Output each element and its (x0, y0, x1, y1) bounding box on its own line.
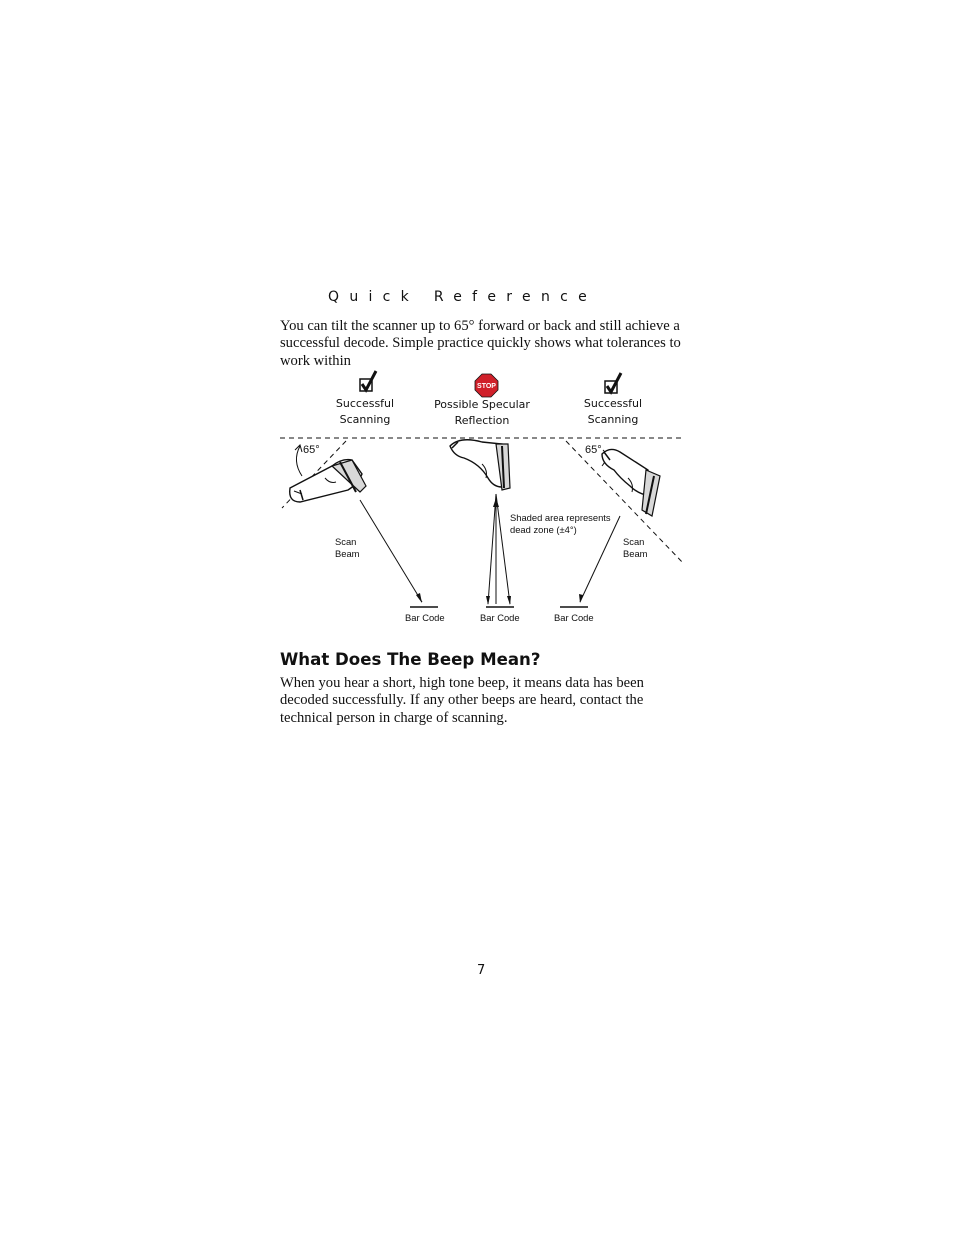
scanner-left-icon (290, 460, 366, 502)
scan-angle-figure (270, 366, 700, 636)
left-status-label: Successful Scanning (335, 397, 395, 426)
section-heading: What Does The Beep Mean? (280, 650, 541, 669)
scan-beam-label-left: Scan Beam (335, 536, 360, 559)
angle-label-right: 65° (585, 444, 602, 456)
scan-beam-left (360, 500, 422, 602)
right-status-label: Successful Scanning (583, 397, 643, 426)
bar-code-label-left: Bar Code (405, 612, 445, 623)
scanner-right-icon (602, 449, 660, 516)
stop-sign-text: STOP (477, 383, 496, 390)
middle-status-label: Possible Specular Reflection (434, 398, 530, 427)
bar-code-label-right: Bar Code (554, 612, 594, 623)
beep-paragraph: When you hear a short, high tone beep, it means data has been decoded successfully. If any other beeps are heard, contact the technical person in charge of scanning. (280, 675, 644, 726)
angle-label-left: 65° (303, 444, 320, 456)
scan-beam-label-right: Scan Beam (623, 536, 648, 559)
page-number: 7 (477, 963, 486, 978)
stop-sign-icon (475, 374, 498, 397)
checkmark-icon-left (360, 371, 376, 391)
running-head: Quick Reference (328, 289, 598, 305)
dead-zone-label: Shaded area represents dead zone (±4°) (510, 512, 611, 535)
bar-code-label-middle: Bar Code (480, 612, 520, 623)
intro-paragraph: You can tilt the scanner up to 65° forward or back and still achieve a successful decode. Simple practice quickly shows what tolerances to work within (280, 318, 681, 369)
scanner-middle-icon (450, 440, 510, 490)
dead-zone-beams (486, 494, 511, 605)
checkmark-icon-right (605, 373, 621, 393)
